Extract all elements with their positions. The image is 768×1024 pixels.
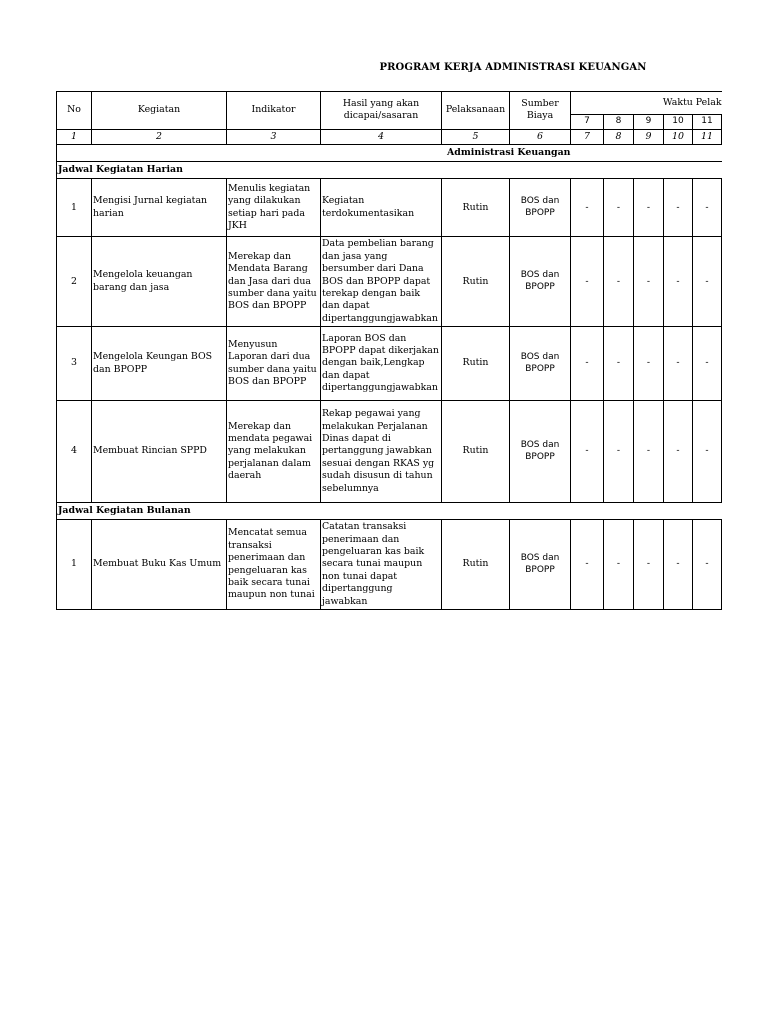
row-indikator: Merekap dan Mendata Barang dan Jasa dari dua sumber dana yaitu BOS dan BPOPP	[227, 237, 321, 327]
row-month-mark: -	[693, 401, 722, 503]
column-index-9: 9	[634, 129, 664, 144]
row-no: 1	[57, 179, 92, 237]
row-kegiatan: Mengelola keuangan barang dan jasa	[92, 237, 227, 327]
month-header-11: 11	[693, 115, 722, 130]
row-pelaksanaan: Rutin	[442, 520, 510, 610]
header-pelaksanaan: Pelaksanaan	[442, 92, 510, 130]
row-month-mark: -	[693, 327, 722, 401]
row-kegiatan: Mengisi Jurnal kegiatan harian	[92, 179, 227, 237]
work-program-table	[56, 91, 722, 610]
row-hasil: Laporan BOS dan BPOPP dapat dikerjakan dengan baik,Lengkap dan dapat dipertanggungjawabkan	[321, 327, 442, 401]
row-month-mark: -	[571, 179, 604, 237]
header-no: No	[57, 92, 92, 130]
table-row	[57, 327, 722, 401]
row-pelaksanaan: Rutin	[442, 401, 510, 503]
row-month-mark: -	[604, 520, 634, 610]
row-month-mark: -	[634, 179, 664, 237]
header-kegiatan: Kegiatan	[92, 92, 227, 130]
column-index-11: 11	[693, 129, 722, 144]
row-month-mark: -	[634, 520, 664, 610]
row-no: 4	[57, 401, 92, 503]
row-pelaksanaan: Rutin	[442, 179, 510, 237]
column-index-3: 3	[227, 129, 321, 144]
section-label: Jadwal Kegiatan Harian	[57, 162, 571, 179]
group-label: Administrasi Keuangan	[57, 145, 571, 162]
month-header-9: 9	[634, 115, 664, 130]
header-indikator: Indikator	[227, 92, 321, 130]
row-month-mark: -	[693, 237, 722, 327]
row-month-mark: -	[693, 520, 722, 610]
row-indikator: Merekap dan mendata pegawai yang melakukan perjalanan dalam daerah	[227, 401, 321, 503]
row-month-mark: -	[693, 179, 722, 237]
row-month-mark: -	[604, 179, 634, 237]
row-kegiatan: Membuat Buku Kas Umum	[92, 520, 227, 610]
row-month-mark: -	[634, 237, 664, 327]
row-month-mark: -	[604, 237, 634, 327]
row-sumber-biaya: BOS dan BPOPP	[510, 520, 571, 610]
table-row	[57, 237, 722, 327]
row-month-mark: -	[634, 327, 664, 401]
column-index-2: 2	[92, 129, 227, 144]
header-waktu: Waktu Pelak	[571, 92, 722, 115]
row-hasil: Data pembelian barang dan jasa yang bersumber dari Dana BOS dan BPOPP dapat terekap dengan baik dan dapat dipertanggungjawabkan	[321, 237, 442, 327]
column-index-1: 1	[57, 129, 92, 144]
column-index-10: 10	[664, 129, 693, 144]
row-month-mark: -	[664, 237, 693, 327]
row-sumber-biaya: BOS dan BPOPP	[510, 237, 571, 327]
row-indikator: Mencatat semua transaksi penerimaan dan pengeluaran kas baik secara tunai maupun non tunai	[227, 520, 321, 610]
row-month-mark: -	[571, 401, 604, 503]
row-no: 1	[57, 520, 92, 610]
header-sumber-biaya: Sumber Biaya	[510, 92, 571, 130]
row-pelaksanaan: Rutin	[442, 327, 510, 401]
section-row	[57, 503, 722, 520]
header-hasil: Hasil yang akan dicapai/sasaran	[321, 92, 442, 130]
row-kegiatan: Membuat Rincian SPPD	[92, 401, 227, 503]
column-index-8: 8	[604, 129, 634, 144]
row-month-mark: -	[571, 327, 604, 401]
row-month-mark: -	[664, 520, 693, 610]
section-label: Jadwal Kegiatan Bulanan	[57, 503, 571, 520]
row-no: 3	[57, 327, 92, 401]
row-sumber-biaya: BOS dan BPOPP	[510, 179, 571, 237]
row-indikator: Menyusun Laporan dari dua sumber dana yaitu BOS dan BPOPP	[227, 327, 321, 401]
row-hasil: Rekap pegawai yang melakukan Perjalanan Dinas dapat di pertanggung jawabkan sesuai dengan RKAS yg sudah disusun di tahun sebelumnya	[321, 401, 442, 503]
page-title: PROGRAM KERJA ADMINISTRASI KEUANGAN	[379, 62, 647, 73]
table-row	[57, 520, 722, 610]
row-month-mark: -	[604, 401, 634, 503]
column-index-4: 4	[321, 129, 442, 144]
table-row	[57, 179, 722, 237]
row-pelaksanaan: Rutin	[442, 237, 510, 327]
row-no: 2	[57, 237, 92, 327]
row-month-mark: -	[664, 401, 693, 503]
section-row	[57, 162, 722, 179]
row-hasil: Kegiatan terdokumentasikan	[321, 179, 442, 237]
column-index-5: 5	[442, 129, 510, 144]
column-index-row	[57, 129, 722, 144]
row-indikator: Menulis kegiatan yang dilakukan setiap hari pada JKH	[227, 179, 321, 237]
row-sumber-biaya: BOS dan BPOPP	[510, 401, 571, 503]
group-row	[57, 145, 722, 162]
row-kegiatan: Mengelola Keungan BOS dan BPOPP	[92, 327, 227, 401]
row-sumber-biaya: BOS dan BPOPP	[510, 327, 571, 401]
column-index-6: 6	[510, 129, 571, 144]
table-row	[57, 401, 722, 503]
row-month-mark: -	[571, 520, 604, 610]
row-month-mark: -	[571, 237, 604, 327]
row-month-mark: -	[634, 401, 664, 503]
row-hasil: Catatan transaksi penerimaan dan pengeluaran kas baik secara tunai maupun non tunai dapat dipertanggung jawabkan	[321, 520, 442, 610]
month-header-10: 10	[664, 115, 693, 130]
row-month-mark: -	[604, 327, 634, 401]
row-month-mark: -	[664, 179, 693, 237]
column-index-7: 7	[571, 129, 604, 144]
month-header-8: 8	[604, 115, 634, 130]
row-month-mark: -	[664, 327, 693, 401]
month-header-7: 7	[571, 115, 604, 130]
